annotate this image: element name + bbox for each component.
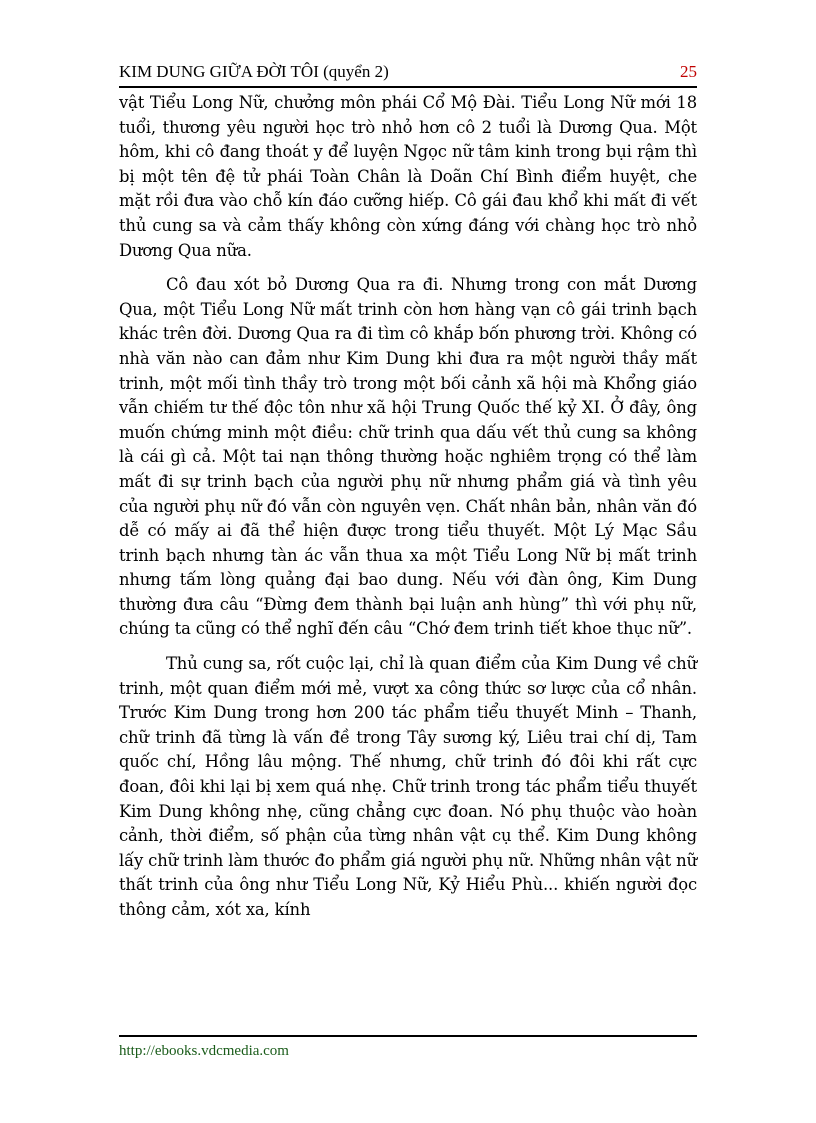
paragraph-2: Cô đau xót bỏ Dương Qua ra đi. Nhưng trong con mắt Dương Qua, một Tiểu Long Nữ mất trinh còn hơn hàng vạn cô gái trinh bạch khác trên đời. Dương Qua ra đi tìm cô khắp bốn phương trời. Không có nhà văn nào can đảm như Kim Dung khi đưa ra một người thầy mất trinh, một mối tình thầy trò trong một bối cảnh xã hội mà Khổng giáo vẫn chiếm tư thế độc tôn như xã hội Trung Quốc thế kỷ XI. Ở đây, ông muốn chứng minh một điều: chữ trinh qua dấu vết thủ cung sa không là cái gì cả. Một tai nạn thông thường hoặc nghiêm trọng có thể làm mất đi sự trinh bạch của người phụ nữ nhưng phẩm giá và tình yêu của người phụ nữ đó vẫn còn nguyên vẹn. Chất nhân bản, nhân văn đó dễ có mấy ai đã thể hiện được trong tiểu thuyết. Một Lý Mạc Sầu trinh bạch nhưng tàn ác vẫn thua xa một Tiểu Long Nữ bị mất trinh nhưng tấm lòng quảng đại bao dung. Nếu với đàn ông, Kim Dung thường đưa câu “Đừng đem thành bại luận anh hùng” thì với phụ nữ, chúng ta cũng có thể nghĩ đến câu “Chớ đem trinh tiết khoe thục nữ”. (119, 275, 697, 639)
footer-rule (119, 1035, 697, 1037)
book-title: KIM DUNG GIỮA ĐỜI TÔI (quyển 2) (119, 62, 389, 81)
page-number: 25 (680, 62, 697, 81)
running-header (119, 62, 697, 86)
header-rule (119, 86, 697, 88)
paragraph-1: vật Tiểu Long Nữ, chưởng môn phái Cổ Mộ Đài. Tiểu Long Nữ mới 18 tuổi, thương yêu người học trò nhỏ hơn cô 2 tuổi là Dương Qua. Một hôm, khi cô đang thoát y để luyện Ngọc nữ tâm kinh trong bụi rậm thì bị một tên đệ tử phái Toàn Chân là Doãn Chí Bình điểm huyệt, che mặt rồi đưa vào chỗ kín đáo cưỡng hiếp. Cô gái đau khổ khi mất đi vết thủ cung sa và cảm thấy không còn xứng đáng với chàng học trò nhỏ Dương Qua nữa. (119, 93, 697, 260)
body-text (119, 91, 697, 933)
footer-url[interactable]: http://ebooks.vdcmedia.com (119, 1043, 289, 1059)
paragraph-3: Thủ cung sa, rốt cuộc lại, chỉ là quan điểm của Kim Dung về chữ trinh, một quan điểm mới mẻ, vượt xa công thức sơ lược của cổ nhân. Trước Kim Dung trong hơn 200 tác phẩm tiểu thuyết Minh – Thanh, chữ trinh đã từng là vấn đề trong Tây sương ký, Liêu trai chí dị, Tam quốc chí, Hồng lâu mộng. Thế nhưng, chữ trinh đó đôi khi rất cực đoan, đôi khi lại bị xem quá nhẹ. Chữ trinh trong tác phẩm tiểu thuyết Kim Dung không nhẹ, cũng chẳng cực đoan. Nó phụ thuộc vào hoàn cảnh, thời điểm, số phận của từng nhân vật cụ thể. Kim Dung không lấy chữ trinh làm thước đo phẩm giá người phụ nữ. Những nhân vật nữ thất trinh của ông như Tiểu Long Nữ, Kỷ Hiểu Phù... khiến người đọc thông cảm, xót xa, kính (119, 654, 697, 919)
